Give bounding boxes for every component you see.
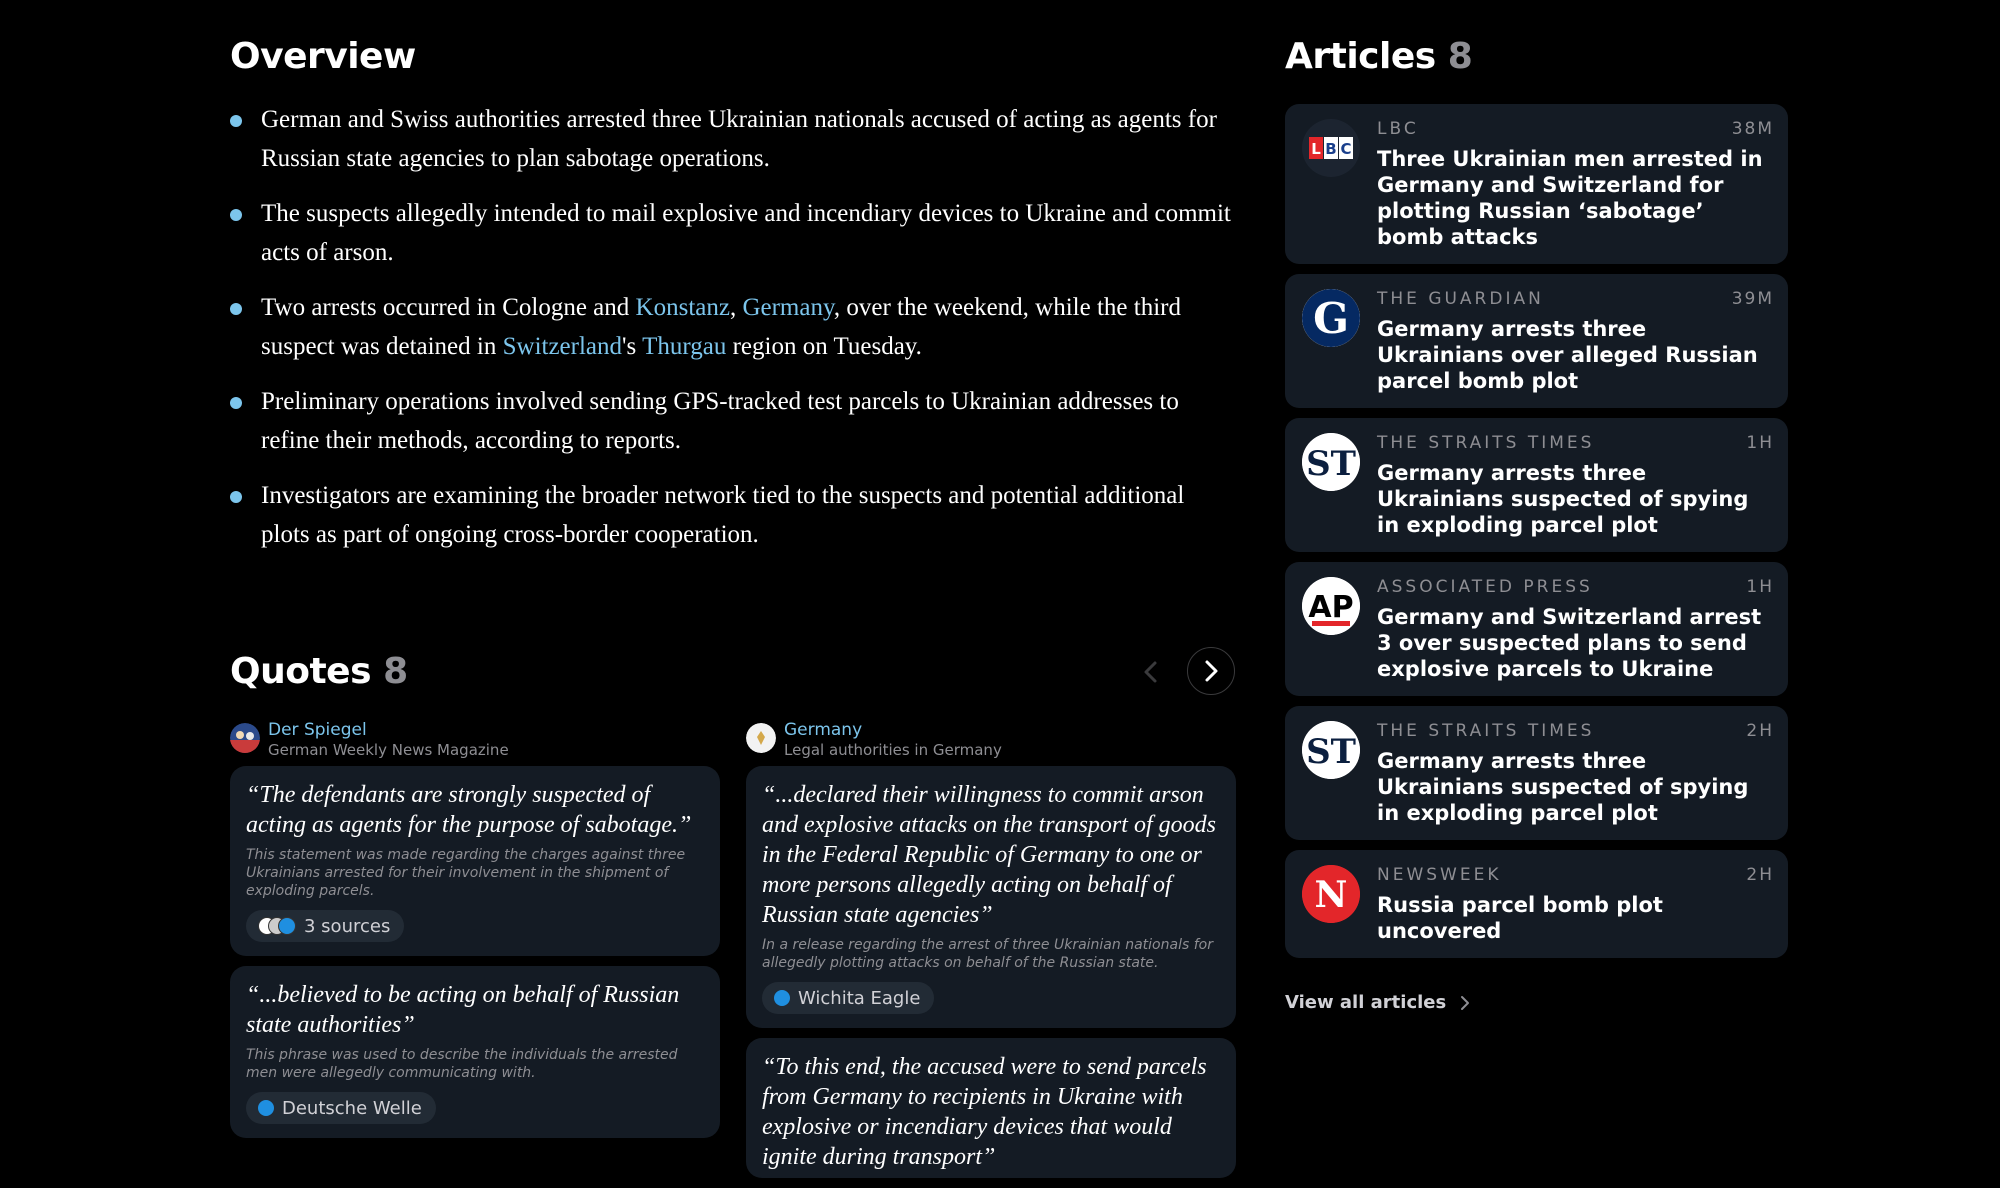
article-headline: Germany arrests three Ukrainians suspected of spying in exploding parcel plot	[1377, 749, 1749, 825]
overview-bullet: The suspects allegedly intended to mail explosive and incendiary devices to Ukraine and commit acts of arson.	[230, 194, 1235, 272]
germany-avatar	[746, 723, 776, 753]
quote-context: This statement was made regarding the charges against three Ukrainians arrested for their involvement in the shipment of exploding parcels.	[246, 847, 686, 899]
straits-times-logo-icon	[1302, 433, 1360, 491]
article-card[interactable]	[1285, 274, 1788, 408]
article-time: 2H	[1746, 865, 1774, 885]
svg-text:L: L	[1311, 140, 1321, 158]
deutsche-welle-icon	[258, 1100, 274, 1116]
article-headline: Russia parcel bomb plot uncovered	[1377, 893, 1663, 943]
quote-context: In a release regarding the arrest of three Ukrainian nationals for allegedly plotting attacks on behalf of the Russian state.	[762, 937, 1213, 971]
quote-text: “...believed to be acting on behalf of Russian state authorities”	[246, 982, 680, 1038]
ap-logo-icon	[1302, 577, 1360, 635]
article-card[interactable]	[1285, 562, 1788, 696]
quote-context: This phrase was used to describe the individuals the arrested men were allegedly communicating with.	[246, 1047, 678, 1081]
overview-bullet: German and Swiss authorities arrested three Ukrainian nationals accused of acting as agents for Russian state agencies to plan sabotage operations.	[230, 100, 1235, 178]
quotes-title: Quotes 8	[230, 651, 408, 692]
articles-title: Articles 8	[1285, 36, 1473, 77]
svg-text:C: C	[1340, 140, 1352, 158]
carousel-next-button[interactable]	[1187, 647, 1235, 695]
overview-bullet: Preliminary operations involved sending GPS-tracked test parcels to Ukrainian addresses to refine their methods, according to reports.	[230, 382, 1235, 460]
quote-column-der-spiegel	[230, 720, 720, 1148]
lbc-logo-icon	[1302, 119, 1360, 177]
article-list	[1285, 104, 1788, 958]
overview-list	[230, 100, 1235, 554]
quote-text: “The defendants are strongly suspected of acting as agents for the purpose of sabotage.”	[246, 782, 692, 838]
der-spiegel-avatar	[230, 723, 260, 753]
articles-count: 8	[1447, 36, 1473, 77]
articles-column	[1285, 30, 1788, 1013]
quote-card[interactable]	[230, 766, 720, 956]
article-card[interactable]	[1285, 850, 1788, 958]
guardian-logo-icon	[1302, 289, 1360, 347]
article-headline: Germany arrests three Ukrainians over alleged Russian parcel bomb plot	[1377, 317, 1758, 393]
link-germany[interactable]: Germany	[742, 294, 834, 321]
bullet-dot-icon	[230, 115, 242, 127]
article-card[interactable]	[1285, 706, 1788, 840]
speaker-name[interactable]: Germany	[784, 720, 863, 740]
article-card[interactable]	[1285, 104, 1788, 264]
main-column	[230, 30, 1235, 1170]
quotes-header	[230, 645, 1235, 699]
quote-text: “To this end, the accused were to send parcels from Germany to recipients in Ukraine with explosive or incendiary devices that would ignite during transport”	[762, 1054, 1207, 1170]
overview-title: Overview	[230, 36, 416, 77]
article-outlet: THE GUARDIAN	[1377, 289, 1544, 309]
link-switzerland[interactable]: Switzerland	[502, 333, 623, 360]
view-all-articles-link[interactable]: View all articles	[1285, 992, 1788, 1013]
quote-sources-button[interactable]: 3 sources	[246, 910, 404, 942]
quotes-count: 8	[383, 651, 408, 692]
chevron-right-icon	[1201, 659, 1221, 683]
overview-bullet: Two arrests occurred in Cologne and Konstanz, Germany, over the weekend, while the third suspect was detained in Switzerland's Thurgau region on Tuesday.	[230, 288, 1235, 366]
article-outlet: ASSOCIATED PRESS	[1377, 577, 1593, 597]
source-stack-icon	[258, 917, 296, 935]
newsweek-logo-icon	[1302, 865, 1360, 923]
speaker-name[interactable]: Der Spiegel	[268, 720, 367, 740]
straits-times-logo-icon	[1302, 721, 1360, 779]
article-outlet: THE STRAITS TIMES	[1377, 721, 1595, 741]
article-outlet: LBC	[1377, 119, 1419, 139]
speaker-role: Legal authorities in Germany	[784, 741, 1002, 759]
article-time: 39M	[1731, 289, 1774, 309]
article-headline: Germany and Switzerland arrest 3 over suspected plans to send explosive parcels to Ukraine	[1377, 605, 1762, 681]
svg-text:AP: AP	[1308, 590, 1354, 625]
bullet-dot-icon	[230, 397, 242, 409]
quote-source-button[interactable]: Deutsche Welle	[246, 1092, 436, 1124]
link-thurgau[interactable]: Thurgau	[642, 333, 727, 360]
speaker-header[interactable]	[746, 720, 1236, 760]
article-time: 1H	[1746, 577, 1774, 597]
chevron-left-icon	[1141, 660, 1161, 684]
quote-card[interactable]	[746, 1038, 1236, 1178]
article-time: 38M	[1731, 119, 1774, 139]
article-headline: Germany arrests three Ukrainians suspected of spying in exploding parcel plot	[1377, 461, 1749, 537]
quote-card[interactable]	[746, 766, 1236, 1028]
article-outlet: THE STRAITS TIMES	[1377, 433, 1595, 453]
svg-text:ST: ST	[1306, 732, 1356, 772]
article-time: 2H	[1746, 721, 1774, 741]
article-headline: Three Ukrainian men arrested in Germany and Switzerland for plotting Russian ‘sabotage’ bomb attacks	[1377, 147, 1763, 249]
speaker-role: German Weekly News Magazine	[268, 741, 509, 759]
svg-text:G: G	[1313, 294, 1349, 343]
quote-source-button[interactable]: Wichita Eagle	[762, 982, 934, 1014]
bullet-dot-icon	[230, 209, 242, 221]
article-outlet: NEWSWEEK	[1377, 865, 1502, 885]
bullet-dot-icon	[230, 491, 242, 503]
quote-column-germany	[746, 720, 1236, 1188]
bullet-dot-icon	[230, 303, 242, 315]
svg-text:N: N	[1314, 874, 1348, 916]
svg-text:B: B	[1325, 140, 1337, 158]
overview-bullet: Investigators are examining the broader network tied to the suspects and potential additional plots as part of ongoing cross-border cooperation.	[230, 476, 1235, 554]
svg-text:ST: ST	[1306, 444, 1356, 484]
carousel-prev-button[interactable]	[1128, 649, 1174, 695]
quote-text: “...declared their willingness to commit arson and explosive attacks on the transport of goods in the Federal Republic of Germany to one or more persons allegedly acting on behalf of Russian state agencies”	[762, 782, 1216, 928]
speaker-header[interactable]	[230, 720, 720, 760]
article-time: 1H	[1746, 433, 1774, 453]
link-konstanz[interactable]: Konstanz	[635, 294, 730, 321]
quote-card[interactable]	[230, 966, 720, 1138]
article-card[interactable]	[1285, 418, 1788, 552]
chevron-right-icon	[1460, 995, 1470, 1011]
wichita-eagle-icon	[774, 990, 790, 1006]
